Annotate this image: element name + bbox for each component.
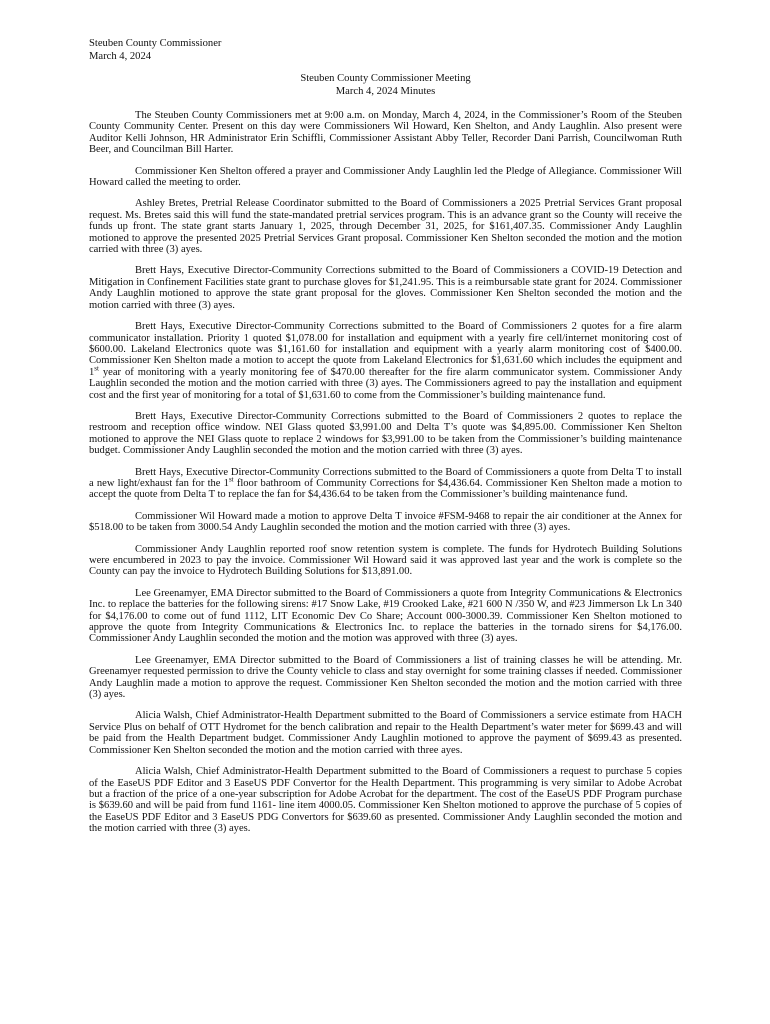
paragraph-pretrial-grant: Ashley Bretes, Pretrial Release Coordinator submitted to the Board of Commissioners a 2025 Pretrial Services Grant proposal request. Ms. Bretes said this will fund the state-mandated pretrial services program. This is an advance grant so the County will receive the funds up front. The state grant starts January 1, 2025, through December 31, 2025, for $161,407.35. Commissioner Andy Laughlin motioned to approve the presented 2025 Pretrial Services Grant proposal. Commissioner Ken Shelton seconded the motion and the motion carried with three (3) ayes.: [89, 198, 682, 256]
document-header: [89, 37, 682, 63]
paragraph-attendance: The Steuben County Commissioners met at 9:00 a.m. on Monday, March 4, 2024, in the Commissioner’s Room of the Steuben County Community Center. Present on this day were Commissioners Wil Howard, Ken Shelton, and Andy Laughlin. Also present were Auditor Kelli Johnson, HR Administrator Erin Schiffli, Commissioner Assistant Abby Teller, Recorder Dani Parrish, Councilwoman Ruth Beer, and Councilman Bill Harter.: [89, 110, 682, 156]
paragraph-air-conditioner: Commissioner Wil Howard made a motion to approve Delta T invoice #FSM-9468 to repair the air conditioner at the Annex for $518.00 to be taken from 3000.54 Andy Laughlin seconded the motion and the motion carried with three (3) ayes.: [89, 510, 682, 534]
header-org: Steuben County Commissioner: [89, 38, 222, 49]
minutes-body: [89, 110, 682, 835]
document-page: [89, 37, 682, 835]
title-line-1: Steuben County Commissioner Meeting: [300, 73, 471, 84]
paragraph-pdf-software: Alicia Walsh, Chief Administrator-Health Department submitted to the Board of Commissioners a request to purchase 5 copies of the EaseUS PDF Editor and 3 EaseUS PDF Convertor for the Health Department. This programming is very similar to Adobe Acrobat but a fraction of the price of a one-year subscription for Adobe Acrobat for the department. The cost of the EaseUS PDF Program purchase is $639.60 and will be paid from fund 1161- line item 4000.05. Commissioner Ken Shelton motioned to approve the purchase of 5 copies of the EaseUS PDF Editor and 3 EaseUS PDG Convertors for $639.60 as presented. Commissioner Andy Laughlin seconded the motion and the motion carried with three (3) ayes.: [89, 766, 682, 835]
paragraph-covid-grant: Brett Hays, Executive Director-Community Corrections submitted to the Board of Commissioners a COVID-19 Detection and Mitigation in Confinement Facilities state grant to purchase gloves for $1,241.95. This is a reimbursable state grant for 2024. Commissioner Andy Laughlin motioned to approve the state grant proposal for the gloves. Commissioner Ken Shelton seconded the motion and the motion carried with three (3) ayes.: [89, 265, 682, 311]
paragraph-fire-alarm: Brett Hays, Executive Director-Community Corrections submitted to the Board of Commissioners 2 quotes for a fire alarm communicator installation. Priority 1 quoted $1,078.00 for installation and equipment with a yearly fire cell/internet monitoring cost of $600.00. Lakeland Electronics quote was $1,161.60 for installation and equipment with a yearly alarm monitoring cost of $400.00. Commissioner Ken Shelton made a motion to accept the quote from Lakeland Electronics for $1,631.60 which includes the equipment and 1st year of monitoring with a yearly monitoring fee of $470.00 thereafter for the fire alarm communicator system. Commissioner Andy Laughlin seconded the motion and the motion carried with three (3) ayes. The Commissioners agreed to pay the installation and equipment cost and the first year of monitoring for a total of $1,631.60 to come from the Commissioner’s building maintenance fund.: [89, 321, 682, 401]
paragraph-snow-retention: Commissioner Andy Laughlin reported roof snow retention system is complete. The funds for Hydrotech Building Solutions were encumbered in 2023 to pay the invoice. Commissioner Wil Howard said it was approved last year and the work is complete so the County can pay the invoice to Hydrotech Building Solutions for $13,891.00.: [89, 543, 682, 578]
paragraph-siren-batteries: Lee Greenamyer, EMA Director submitted to the Board of Commissioners a quote from Integrity Communications & Electronics Inc. to replace the batteries for the following sirens: #17 Snow Lake, #19 Crooked Lake, #21 600 N /350 W, and #23 Jimmerson Lk Ln 340 for $4,176.00 to come out of fund 1112, LIT Economic Dev Co Share; Account 000-3000.39. Commissioner Ken Shelton motioned to approve the quote from Integrity Communications & Electronics Inc. to replace the batteries in the tornado sirens for $4,176.00. Commissioner Andy Laughlin seconded the motion and the motion was approved with three (3) ayes.: [89, 587, 682, 645]
paragraph-exhaust-fan: Brett Hays, Executive Director-Community Corrections submitted to the Board of Commissioners a quote from Delta T to install a new light/exhaust fan for the 1st floor bathroom of Community Corrections for $4,436.64. Commissioner Ken Shelton made a motion to accept the quote from Delta T to replace the fan for $4,436.64 to be taken from the Commissioner’s building maintenance fund.: [89, 466, 682, 501]
paragraph-opening: Commissioner Ken Shelton offered a prayer and Commissioner Andy Laughlin led the Pledge of Allegiance. Commissioner Will Howard called the meeting to order.: [89, 165, 682, 189]
paragraph-training-classes: Lee Greenamyer, EMA Director submitted to the Board of Commissioners a list of training classes he will be attending. Mr. Greenamyer requested permission to drive the County vehicle to class and stay overnight for some training classes if needed. Commissioner Andy Laughlin made a motion to approve the request. Commissioner Ken Shelton seconded the motion and the motion carried with three (3) ayes.: [89, 654, 682, 701]
title-line-2: March 4, 2024 Minutes: [335, 86, 436, 97]
document-title: [89, 72, 682, 98]
header-date: March 4, 2024: [89, 51, 152, 62]
paragraph-window-quotes: Brett Hays, Executive Director-Community Corrections submitted to the Board of Commissioners 2 quotes to replace the restroom and reception office window. NEI Glass quoted $3,991.00 and Delta T’s quote was $4,895.00. Commissioner Ken Shelton motioned to approve the NEI Glass quote to replace 2 windows for $3,991.00 to be taken from the Commissioner’s building maintenance budget. Commissioner Andy Laughlin seconded the motion and the motion carried with three (3) ayes.: [89, 410, 682, 457]
paragraph-water-meter: Alicia Walsh, Chief Administrator-Health Department submitted to the Board of Commissioners a service estimate from HACH Service Plus on behalf of OTT Hydromet for the bench calibration and repair to the Health Department’s water meter for $699.43 and will be paid from the Health Department budget. Commissioner Andy Laughlin motioned to approve the payment of $699.43 as presented. Commissioner Ken Shelton seconded the motion and the motion carried with three ayes.: [89, 710, 682, 756]
